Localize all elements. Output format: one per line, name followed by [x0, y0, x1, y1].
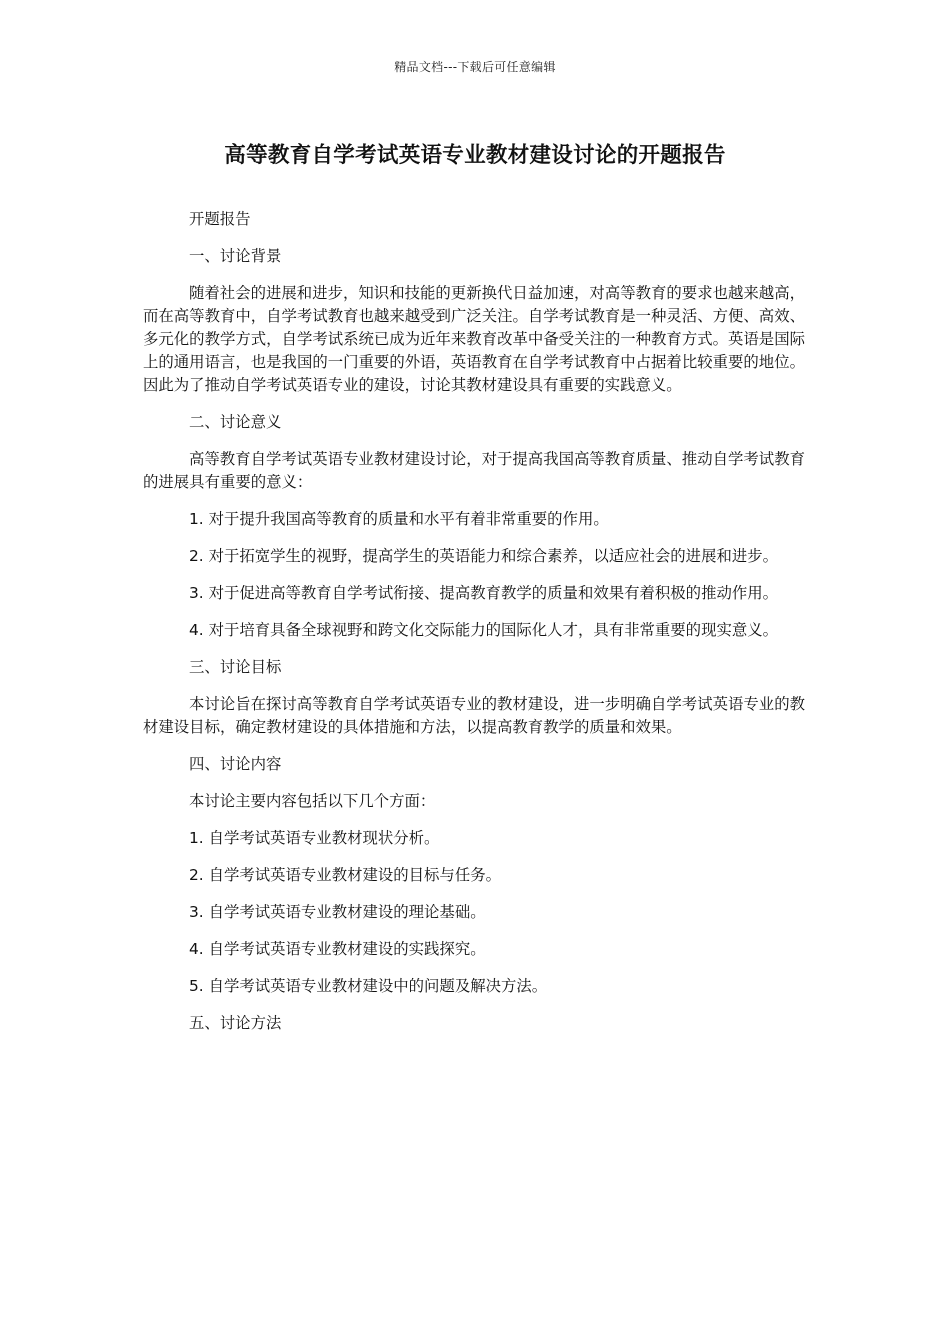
- background-paragraph: 随着社会的进展和进步，知识和技能的更新换代日益加速，对高等教育的要求也越来越高，而在高等教育中，自学考试教育也越来越受到广泛关注。自学考试教育是一种灵活、方便、高效、多元化的教学方式，自学考试系统已成为近年来教育改革中备受关注的一种教育方式。英语是国际上的通用语言，也是我国的一门重要的外语，英语教育在自学考试教育中占据着比较重要的地位。因此为了推动自学考试英语专业的建设，讨论其教材建设具有重要的实践意义。: [143, 284, 805, 394]
- significance-item-1: 1. 对于提升我国高等教育的质量和水平有着非常重要的作用。: [189, 510, 609, 528]
- significance-item-3: 3. 对于促进高等教育自学考试衔接、提高教育教学的质量和效果有着积极的推动作用。: [189, 584, 779, 602]
- content-item-3: 3. 自学考试英语专业教材建设的理论基础。: [189, 903, 486, 921]
- section-heading-significance: 二、讨论意义: [189, 413, 282, 431]
- document-body: [143, 208, 805, 1049]
- significance-item-4: 4. 对于培育具备全球视野和跨文化交际能力的国际化人才，具有非常重要的现实意义。: [189, 621, 779, 639]
- document-title: 高等教育自学考试英语专业教材建设讨论的开题报告: [224, 143, 726, 168]
- section-heading-background: 一、讨论背景: [189, 247, 282, 265]
- significance-item-2: 2. 对于拓宽学生的视野，提高学生的英语能力和综合素养，以适应社会的进展和进步。: [189, 547, 779, 565]
- content-item-4: 4. 自学考试英语专业教材建设的实践探究。: [189, 940, 486, 958]
- section-heading-content: 四、讨论内容: [189, 755, 282, 773]
- content-item-2: 2. 自学考试英语专业教材建设的目标与任务。: [189, 866, 501, 884]
- page-header: 精品文档---下载后可任意编辑: [394, 60, 556, 74]
- section-heading-objectives: 三、讨论目标: [189, 658, 282, 676]
- content-item-5: 5. 自学考试英语专业教材建设中的问题及解决方法。: [189, 977, 548, 995]
- report-label: 开题报告: [189, 210, 251, 228]
- content-intro-paragraph: 本讨论主要内容包括以下几个方面：: [189, 792, 436, 810]
- section-heading-methods: 五、讨论方法: [189, 1014, 282, 1032]
- significance-paragraph: 高等教育自学考试英语专业教材建设讨论，对于提高我国高等教育质量、推动自学考试教育的进展具有重要的意义：: [143, 450, 805, 491]
- content-item-1: 1. 自学考试英语专业教材现状分析。: [189, 829, 440, 847]
- objectives-paragraph: 本讨论旨在探讨高等教育自学考试英语专业的教材建设，进一步明确自学考试英语专业的教材建设目标，确定教材建设的具体措施和方法，以提高教育教学的质量和效果。: [143, 695, 805, 736]
